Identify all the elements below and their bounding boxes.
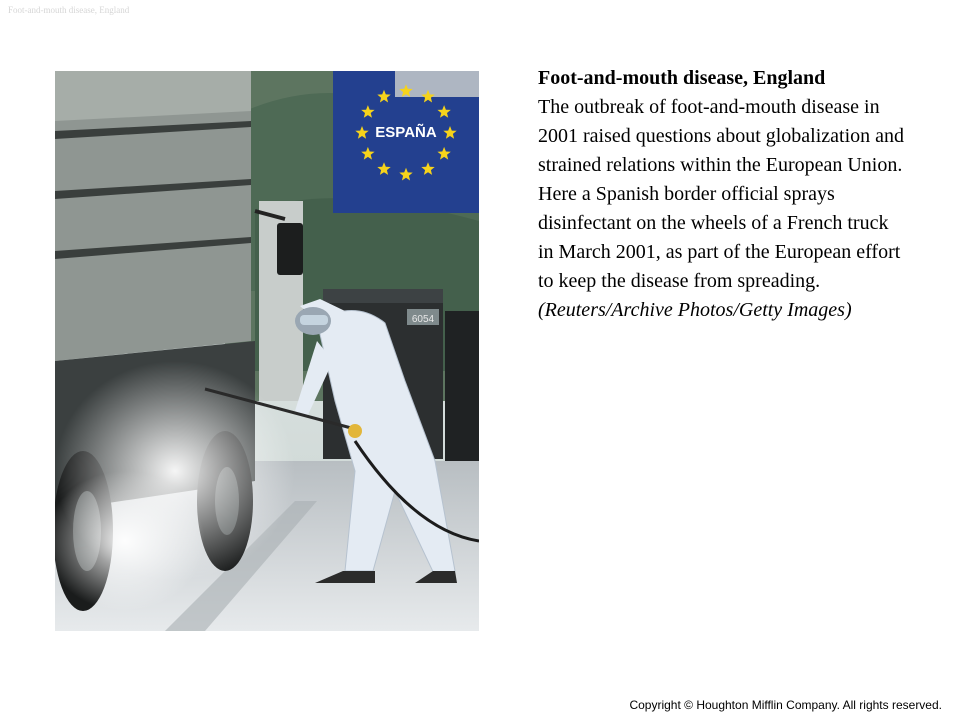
caption-title: Foot-and-mouth disease, England — [538, 67, 826, 89]
caption-credit: (Reuters/Archive Photos/Getty Images) — [538, 299, 852, 321]
espana-sign-text: ESPAÑA — [375, 124, 437, 141]
slide-header-title: Foot-and-mouth disease, England — [8, 5, 130, 15]
caption-body: The outbreak of foot-and-mouth disease in 2001 raised questions about globalization and strained relations within the European Union. Here a Spanish border official sprays disinfectant on the wheels of a French truck in March 2001, as part of the European effort to keep the disease from spreading. — [538, 96, 905, 292]
copyright-notice: Copyright © Houghton Mifflin Company. All rights reserved. — [629, 698, 942, 712]
espana-sign — [333, 71, 479, 213]
news-photo — [55, 71, 479, 631]
photo-caption — [538, 64, 908, 325]
truck-plate-number: 6054 — [411, 314, 435, 325]
